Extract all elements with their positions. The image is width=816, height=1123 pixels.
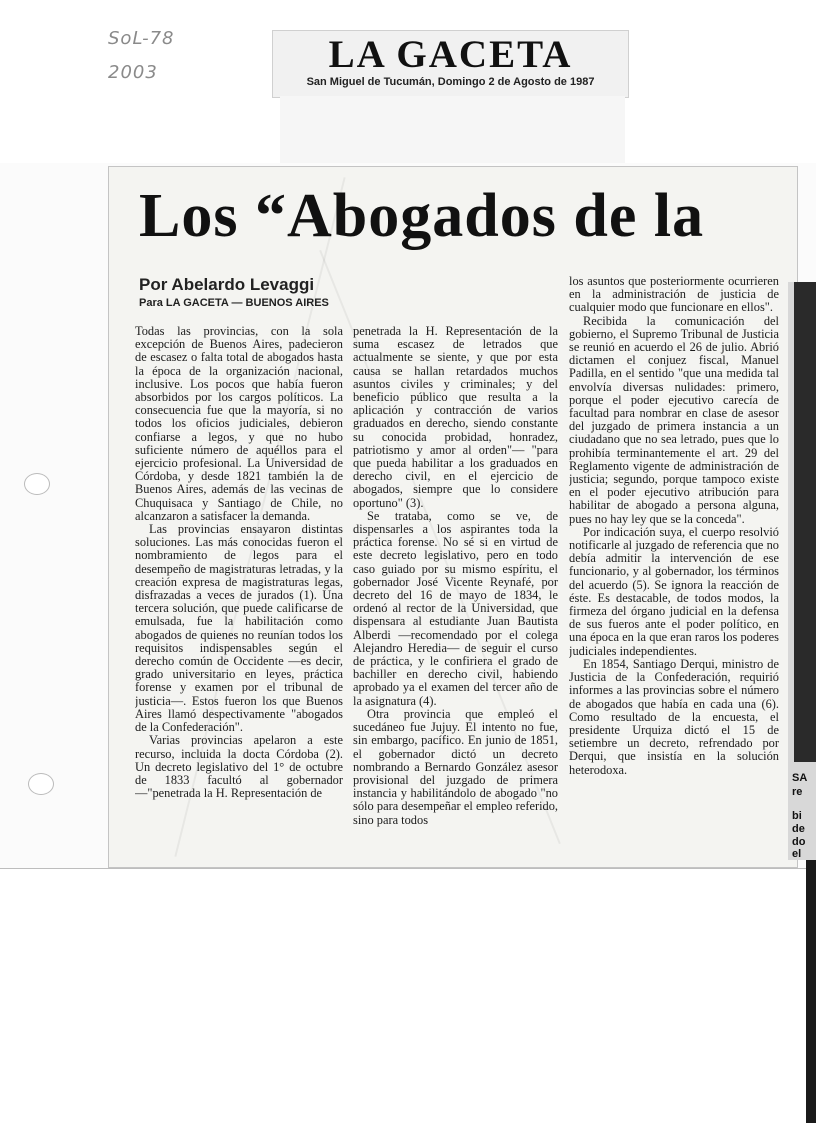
newspaper-name: LA GACETA	[328, 33, 573, 76]
paragraph: En 1854, Santiago Derqui, ministro de Justicia de la Confederación, requirió informes a las provincias sobre el número de abogados que había en cada una (6). Como resultado de la encuesta, el presidente Urquiza dictó el 15 de setiembre un decreto, refrendado por Derqui, que insistía en la solución heterodoxa.	[569, 656, 779, 777]
punch-hole	[28, 773, 54, 795]
paragraph: Todas las provincias, con la sola excepción de Buenos Aires, padecieron de escasez o falta total de abogados hasta la época de la organización nacional, inclusive. Los pocos que había fueron absorbidos por los cargos políticos. La consecuencia fue que la mayoría, si no todos los oficios judiciales, debieron confiarse a legos, y que no hubo suficiente número de aquéllos para el ejercicio profesional. La Universidad de Córdoba, y desde 1821 también la de Buenos Aires, además de las vecinas de Chuquisaca y Santiago de Chile, no alcanzaron a satisfacer la demanda.	[135, 325, 343, 523]
paragraph: penetrada la H. Representación de la suma escasez de letrados que actualmente se siente, y que por esta causa se hallan retardados muchos asuntos civiles y criminales; y del beneficio público que resulta a la aplicación y contracción de varios graduados en derecho, siendo constante su conocida probidad, honradez, patriotismo y amor al orden"— "para que pueda habilitar a los graduados en derecho civil, en el ejercicio de abogados, siempre que lo considere oportuno" (3).	[353, 325, 558, 510]
for-line: Para LA GACETA — BUENOS AIRES	[139, 297, 329, 309]
adjacent-fragment: SA	[792, 772, 808, 784]
scan-edge	[806, 860, 816, 1123]
article-column-1	[135, 325, 343, 855]
headline: Los “Abogados de la	[139, 182, 705, 250]
newspaper-masthead	[272, 30, 629, 98]
adjacent-fragment: de	[792, 823, 805, 835]
article-clipping	[108, 166, 798, 868]
adjacent-fragment: bi	[792, 810, 802, 822]
article-column-2	[353, 325, 558, 861]
masthead-mount	[280, 96, 625, 166]
adjacent-fragment: do	[792, 836, 806, 848]
paragraph: Por indicación suya, el cuerpo resolvió notificarle al juzgado de referencia que no debía admitir la intervención de ese funcionario, y al gobernador, los términos del acuerdo (5). Se ignora la reacción de éste. Es destacable, de todos modos, la firmeza del órgano judicial en la defensa de sus fueros ante el poder político, en una época en la que eran raros los poderes judiciales independientes.	[569, 524, 779, 658]
adjacent-fragment: el	[792, 848, 802, 860]
adjacent-dark-area	[794, 282, 816, 762]
paragraph: Recibida la comunicación del gobierno, el Supremo Tribunal de Justicia se reunió en acuerdo el 26 de julio. Abrió dictamen el conjuez fiscal, Manuel Padilla, en el sentido "que una medida tal envolvía diversas nulidades: primero, porque el poder ejecutivo carecía de facultad para nombrar en clase de asesor del juzgado de primera instancia a un ciudadano que no sea letrado, pues que lo prohibía terminantemente el art. 29 del Reglamento vigente de administración de justicia; segundo, porque tampoco existe en el poder ejecutivo atribución para habilitar de abogado a persona alguna, pues no hay ley que se la conceda".	[569, 313, 779, 526]
dateline: San Miguel de Tucumán, Domingo 2 de Agosto de 1987	[306, 76, 595, 88]
paragraph: los asuntos que posteriormente ocurrieren en la administración de justicia de cualquier modo que funcionare en ellos".	[569, 275, 779, 315]
adjacent-fragment: re	[792, 786, 803, 798]
handwritten-year: 2003	[108, 62, 158, 83]
paragraph: Se trataba, como se ve, de dispensarles a los aspirantes toda la práctica forense. No sé si en virtud de este decreto legislativo, pero en todo caso guiado por su mismo espíritu, el gobernador José Vicente Reynafé, por decreto del 16 de mayo de 1834, le ordenó al rector de la Universidad, que dispensara al estudiante Juan Bautista Alberdi —recomendado por el colega Alejandro Heredia— de seguir el curso de práctica, y le confiriera el grado de bachiller en derecho civil, habiendo aprobado ya el examen del tercer año de la asignatura (4).	[353, 508, 558, 708]
paragraph: Las provincias ensayaron distintas soluciones. Las más conocidas fueron el nombramiento de legos para el desempeño de magistraturas letradas, y la creación expresa de magistraturas legas, disfrazadas a veces de jurados (1). Una tercera solución, que puede calificarse de emulsada, fue la habilitación como abogados de quienes no reunían todos los requisitos indispensables según el derecho común de Occidente —es decir, grado universitario en leyes, práctica forense y examen por el tribunal de justicia—. Estos fueron los que Buenos Aires llamó despectivamente "abogados de la Confederación".	[135, 522, 343, 735]
article-column-3	[569, 275, 779, 863]
adjacent-clipping	[788, 282, 816, 860]
byline: Por Abelardo Levaggi	[139, 275, 315, 294]
punch-hole	[24, 473, 50, 495]
handwritten-code: SoL-78	[108, 28, 175, 49]
paragraph: Varias provincias apelaron a este recurso, incluida la docta Córdoba (2). Un decreto legislativo del 1° de octubre de 1833 facultó al gobernador —"penetrada la H. Representación de	[135, 733, 343, 801]
paragraph: Otra provincia que empleó el sucedáneo fue Jujuy. El intento no fue, sin embargo, pacífico. En junio de 1851, el gobernador dictó un decreto nombrando a Bernardo González asesor provisional del juzgado de primera instancia y habilitándolo de abogado "no sólo para desempeñar el empleo referido, sino para todos	[353, 706, 558, 827]
